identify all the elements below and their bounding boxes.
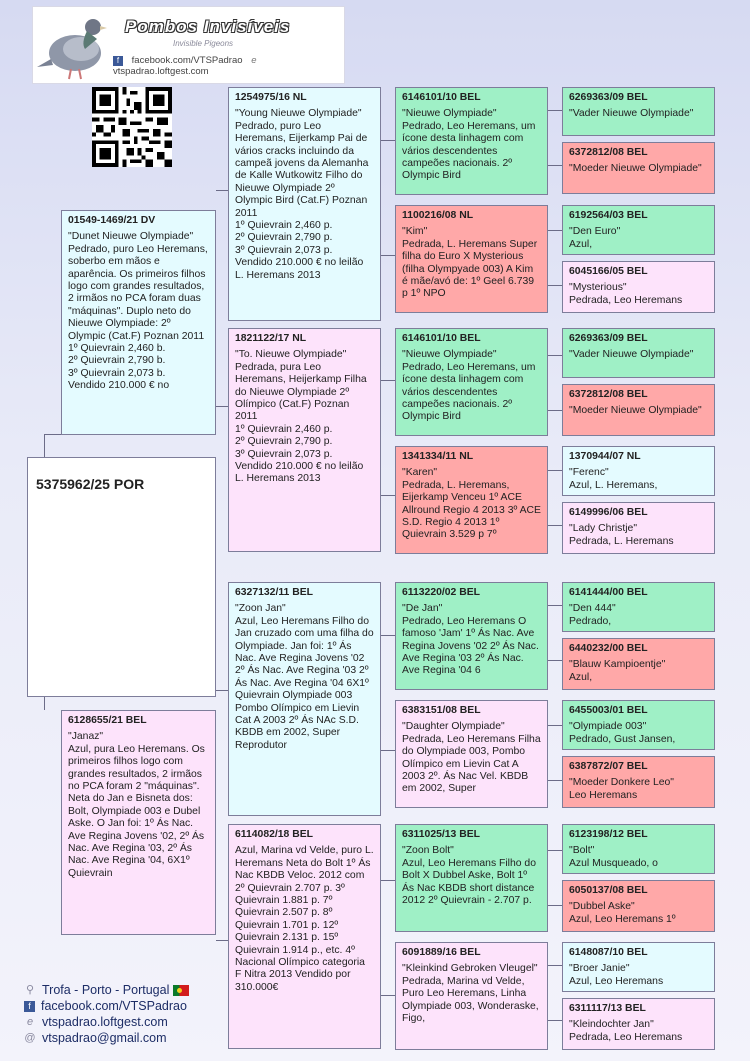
ring-number: 6383151/08 BEL bbox=[402, 705, 481, 716]
ring-number: 6091889/16 BEL bbox=[402, 947, 481, 958]
pigeon-description: "De Jan" Pedrado, Leo Heremans O famoso 'Jam' 1º Ás Nac. Ave Regina Jovens '02 2º Ás Nac. Ave Regina '03 2º Ás Nac. Ave Regina '04 6 bbox=[402, 603, 539, 677]
ring-number: 1254975/16 NL bbox=[235, 92, 307, 103]
grandparent-box bbox=[228, 582, 381, 816]
grandparent-box bbox=[228, 824, 381, 1049]
pigeon-description: "Lady Christje" Pedrada, L. Heremans bbox=[569, 523, 674, 547]
footer-email-link[interactable]: vtspadrao@gmail.com bbox=[42, 1031, 167, 1045]
pigeon-logo bbox=[37, 9, 107, 81]
header-banner bbox=[32, 6, 345, 84]
ancestor-box bbox=[562, 942, 715, 992]
great-grandparent-box bbox=[395, 328, 548, 436]
footer-website-link[interactable]: vtspadrao.loftgest.com bbox=[42, 1015, 168, 1029]
ring-number: 6149996/06 BEL bbox=[569, 507, 648, 518]
grandparent-box bbox=[228, 328, 381, 552]
pigeon-description: "Daughter Olympiade" Pedrada, Leo Heremans Filha do Olympiade 003, Pombo Olímpico em Lievin Cat A 2003 2º. Ás Nac Vel. KBDB em 2002, Super bbox=[402, 721, 541, 795]
pigeon-description: "Den 444" Pedrado, bbox=[569, 603, 616, 627]
ancestor-box bbox=[562, 142, 715, 194]
ancestor-box bbox=[562, 582, 715, 632]
ancestor-box bbox=[562, 638, 715, 690]
sire-box bbox=[61, 210, 216, 435]
ring-number: 6440232/00 BEL bbox=[569, 643, 648, 654]
ancestor-box bbox=[562, 700, 715, 750]
footer-facebook-link[interactable]: facebook.com/VTSPadrao bbox=[41, 999, 187, 1013]
pigeon-description: "Blauw Kampioentje" Azul, bbox=[569, 659, 666, 683]
ring-number: 6114082/18 BEL bbox=[235, 829, 313, 840]
ring-number: 01549-1469/21 DV bbox=[68, 215, 156, 226]
ring-number: 6146101/10 BEL bbox=[402, 92, 481, 103]
pigeon-description: "Moeder Nieuwe Olympiade" bbox=[569, 163, 702, 175]
ring-number: 6327132/11 BEL bbox=[235, 587, 313, 598]
ring-number: 6146101/10 BEL bbox=[402, 333, 481, 344]
ring-number: 1341334/11 NL bbox=[402, 451, 474, 462]
location-pin-icon: ⚲ bbox=[25, 984, 35, 996]
great-grandparent-box bbox=[395, 942, 548, 1050]
ring-number: 6311025/13 BEL bbox=[402, 829, 480, 840]
pigeon-description: "Kleinkind Gebroken Vleugel" Pedrada, Marina vd Velde, Puro Leo Heremans, Linha Olympiade 003, Wonderaske, Figo, bbox=[402, 963, 539, 1025]
ring-number: 1821122/17 NL bbox=[235, 333, 307, 344]
great-grandparent-box bbox=[395, 824, 548, 932]
great-grandparent-box bbox=[395, 700, 548, 808]
ring-number: 6311117/13 BEL bbox=[569, 1003, 646, 1014]
grandparent-box bbox=[228, 87, 381, 321]
header-facebook-link[interactable]: facebook.com/VTSPadrao bbox=[131, 55, 243, 66]
web-icon: e bbox=[251, 55, 257, 66]
great-grandparent-box bbox=[395, 446, 548, 554]
pigeon-description: "Den Euro" Azul, bbox=[569, 226, 621, 250]
ring-number: 6045166/05 BEL bbox=[569, 266, 648, 277]
pigeon-description: "Bolt" Azul Musqueado, o bbox=[569, 845, 658, 869]
ancestor-box bbox=[562, 756, 715, 808]
dam-box bbox=[61, 710, 216, 935]
ancestor-box bbox=[562, 87, 715, 136]
pigeon-description: "Dunet Nieuwe Olympiade" Pedrado, puro Leo Heremans, soberbo em mãos e aparência. Os primeiros filhos logo com grandes resultados, 2 irmãos no PCA foram duas "máquinas". Duplo neto do Nieuwe Olympiade: 2º Olympic (Cat.F) Poznan 2011 1º Quievrain 2,460 b. 2º Quievrain 2,790 b. 3º Quievrain 2,073 b. Vendido 210.000 € no bbox=[68, 231, 208, 392]
ancestor-box bbox=[562, 261, 715, 313]
pigeon-description: "Dubbel Aske" Azul, Leo Heremans 1º bbox=[569, 901, 676, 925]
ancestor-box bbox=[562, 328, 715, 378]
ring-number: 6372812/08 BEL bbox=[569, 389, 648, 400]
pigeon-description: "Moeder Donkere Leo" Leo Heremans bbox=[569, 777, 674, 801]
portugal-flag-icon bbox=[173, 985, 189, 996]
pigeon-description: "To. Nieuwe Olympiade" Pedrada, pura Leo Heremans, Heijerkamp Filha do Nieuwe Olympiade 2º Olímpico (Cat.F) Poznan 2011 1º Quievrain 2,460 p. 2º Quievrain 2,790 p. 3º Quievrain 2,073 p. Vendido 210.000 € no leilão L. Heremans 2013 bbox=[235, 349, 367, 485]
pigeon-description: "Young Nieuwe Olympiade" Pedrado, puro Leo Heremans, Eijerkamp Pai de vários cracks incluindo da campeã jovens da Alemanha de Kalle Wutkowitz Filho do Nieuwe Olympiade 2º Olympic Bird (Cat.F) Poznan 2011 1º Quievrain 2,460 p. 2º Quievrain 2,790 p. 3º Quievrain 2,073 p. Vendido 210.000 € no leilão L. Heremans 2013 bbox=[235, 108, 369, 281]
contact-footer bbox=[22, 982, 189, 1046]
ring-number: 6123198/12 BEL bbox=[569, 829, 648, 840]
great-grandparent-box bbox=[395, 87, 548, 195]
main-pigeon-ring: 5375962/25 POR bbox=[36, 476, 145, 492]
ring-number: 1100216/08 NL bbox=[402, 210, 474, 221]
pigeon-description: "Ferenc" Azul, L. Heremans, bbox=[569, 467, 658, 491]
header-links bbox=[113, 55, 344, 77]
header-website-link[interactable]: vtspadrao.loftgest.com bbox=[113, 66, 209, 77]
ring-number: 6148087/10 BEL bbox=[569, 947, 648, 958]
brand-title: Pombos Invisíveis bbox=[125, 17, 291, 36]
footer-location: Trofa - Porto - Portugal bbox=[42, 983, 170, 997]
pigeon-description: "Zoon Bolt" Azul, Leo Heremans Filho do Bolt X Dubbel Aske, Bolt 1º Ás Nac KBDB short distance 2012 2º Quievrain - 2.707 p. bbox=[402, 845, 536, 907]
pigeon-description: "Olympiade 003" Pedrado, Gust Jansen, bbox=[569, 721, 676, 745]
pigeon-description: "Kleindochter Jan" Pedrada, Leo Heremans bbox=[569, 1019, 683, 1043]
pigeon-description: "Vader Nieuwe Olympiade" bbox=[569, 108, 694, 120]
ancestor-box bbox=[562, 384, 715, 436]
pigeon-description: "Nieuwe Olympiade" Pedrado, Leo Heremans, um ícone desta linhagem com vários descendentes campeões nacionais. 2º Olympic Bird bbox=[402, 108, 536, 182]
pigeon-description: "Moeder Nieuwe Olympiade" bbox=[569, 405, 702, 417]
pigeon-description: "Zoon Jan" Azul, Leo Heremans Filho do Jan cruzado com uma filha do Olympiade. Jan foi: 1º Ás Nac. Ave Regina Jovens '02 2º Ás Nac. Ave Regina '03 2º Ás Nac. Ave Regina '04 6X1º Quievrain Olympiade 003 Pombo Olímpico em Lievin Cat A 2003 2º Ás NAc S.D. KBDB em 2002, Super Reprodutor bbox=[235, 603, 374, 751]
pigeon-description: "Kim" Pedrada, L. Heremans Super filha do Euro X Mysterious (filha Olympyade 003) A Kim é mãe/avó de: 1º Geel 6.739 p 1º NPO bbox=[402, 226, 538, 300]
main-pigeon-box bbox=[27, 457, 216, 697]
ring-number: 6269363/09 BEL bbox=[569, 333, 648, 344]
pigeon-description: "Vader Nieuwe Olympiade" bbox=[569, 349, 694, 361]
email-icon: @ bbox=[24, 1032, 36, 1044]
qr-code bbox=[92, 87, 172, 167]
ring-number: 6128655/21 BEL bbox=[68, 715, 147, 726]
ring-number: 6387872/07 BEL bbox=[569, 761, 648, 772]
ring-number: 6372812/08 BEL bbox=[569, 147, 648, 158]
ancestor-box bbox=[562, 502, 715, 554]
ancestor-box bbox=[562, 824, 715, 874]
ring-number: 6141444/00 BEL bbox=[569, 587, 648, 598]
ancestor-box bbox=[562, 205, 715, 255]
pigeon-description: "Mysterious" Pedrada, Leo Heremans bbox=[569, 282, 683, 306]
pigeon-description: "Broer Janie" Azul, Leo Heremans bbox=[569, 963, 664, 987]
ancestor-box bbox=[562, 880, 715, 932]
ring-number: 1370944/07 NL bbox=[569, 451, 641, 462]
ancestor-box bbox=[562, 446, 715, 496]
brand-subtitle: Invisible Pigeons bbox=[173, 39, 234, 48]
pigeon-description: "Janaz" Azul, pura Leo Heremans. Os primeiros filhos logo com grandes resultados, 2 irmãos no PCA foram 2 "máquinas". Neta do Jan e Bisneta dos: Bolt, Olympiade 003 e Dubel Aske. O Jan foi: 1º Ás Nac. Ave Regina Jovens '02, 2º Ás Nac. Ave Regina '03, 2º Ás Nac. Ave Regina '04, 6X1º Quievrain bbox=[68, 731, 205, 879]
facebook-icon: f bbox=[24, 1001, 35, 1012]
great-grandparent-box bbox=[395, 582, 548, 690]
ring-number: 6269363/09 BEL bbox=[569, 92, 648, 103]
pigeon-description: "Karen" Pedrada, L. Heremans, Eijerkamp Venceu 1º ACE Allround Regio 4 2013 3º ACE S.D. Regio 4 2013 1º Quievrain 3.529 p 7º bbox=[402, 467, 541, 541]
ring-number: 6050137/08 BEL bbox=[569, 885, 648, 896]
ring-number: 6192564/03 BEL bbox=[569, 210, 648, 221]
great-grandparent-box bbox=[395, 205, 548, 313]
facebook-icon: f bbox=[113, 56, 123, 66]
web-icon: e bbox=[26, 1016, 34, 1028]
ring-number: 6455003/01 BEL bbox=[569, 705, 648, 716]
pigeon-description: "Nieuwe Olympiade" Pedrado, Leo Heremans, um ícone desta linhagem com vários descendentes campeões nacionais. 2º Olympic Bird bbox=[402, 349, 536, 423]
pigeon-description: Azul, Marina vd Velde, puro L. Heremans Neta do Bolt 1º Ás Nac KBDB Veloc. 2012 com 2º Quievrain 2.707 p. 3º Quievrain 1.881 p. 7º Quievrain 2.507 p. 8º Quievrain 1.701 p. 12º Quievrain 2.131 p. 15º Quievrain 1.914 p., etc. 4º Nacional Olímpico categoria F Nitra 2013 Vendido por 310.000€ bbox=[235, 845, 374, 993]
ring-number: 6113220/02 BEL bbox=[402, 587, 480, 598]
ancestor-box bbox=[562, 998, 715, 1050]
